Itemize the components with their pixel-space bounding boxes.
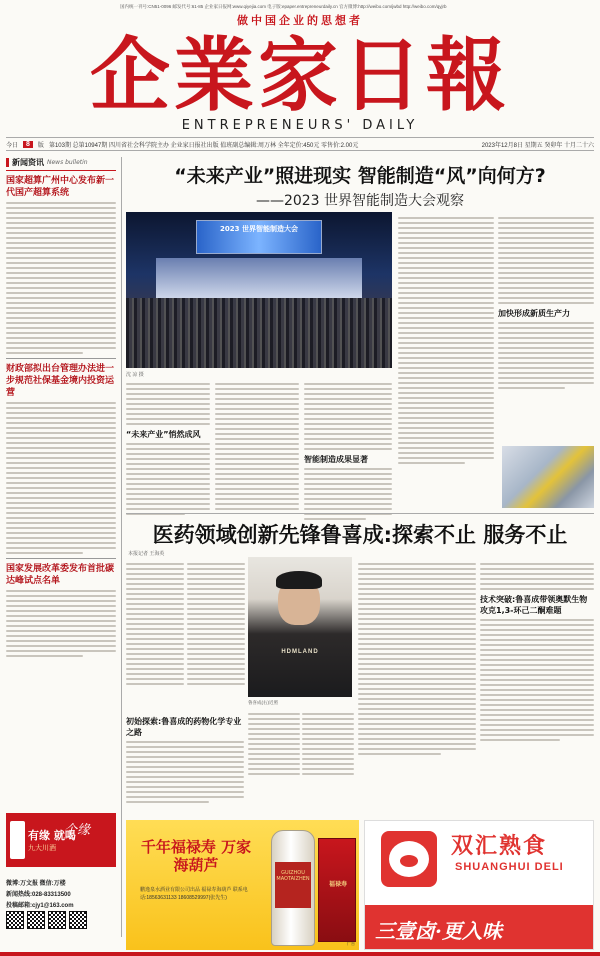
submission-email[interactable]: 投稿邮箱:cjy1@163.com xyxy=(6,903,74,909)
issue-info: 第103期 总第10947期 四川省社会科学院主办 企业家日报社出版 值班副总编辑:周万林 全年定价:450元 零售价:2.00元 xyxy=(48,142,359,149)
wine-ad-slogan: 千年福禄寿 万家海葫芦 xyxy=(140,838,252,874)
portrait-caption: 鲁喜成(右)近照 xyxy=(248,700,278,705)
article-body-text xyxy=(6,590,116,657)
shuanghui-title: 双汇熟食 xyxy=(451,834,548,859)
column-divider xyxy=(121,157,122,937)
conference-photo: 2023 世界智能制造大会 xyxy=(126,212,392,368)
qr-code-icon[interactable] xyxy=(6,911,24,929)
issue-date: 2023年12月8日 星期五 癸卯年 十月二十六 xyxy=(481,142,594,149)
wine-ad-contact: 鹏逸泉水酒业有限公司出品 福禄寿海葫芦 联系电话:18563631133 18608529997(张先生) xyxy=(140,887,248,901)
wine-ad[interactable] xyxy=(126,820,359,950)
main-headline[interactable]: “未来产业”照进现实 智能制造“风”向何方? xyxy=(174,165,546,187)
byline: 本报记者 王海英 xyxy=(128,551,165,557)
qr-code-icon[interactable] xyxy=(48,911,66,929)
bottom-rule xyxy=(0,952,600,956)
divider xyxy=(6,558,116,559)
hotline-phone: 新闻热线:028-83313500 xyxy=(6,892,71,898)
section-heading: 加快形成新质生产力 xyxy=(498,309,570,318)
article-body-text xyxy=(6,402,116,554)
article-column xyxy=(302,710,354,778)
robot-arm-photo xyxy=(502,446,594,508)
section-heading: “未来产业”悄然成风 xyxy=(126,430,201,439)
page-unit: 版 xyxy=(37,142,44,149)
article-column xyxy=(248,710,300,778)
shuanghui-banner: 三壹卤·更入味 xyxy=(365,905,594,950)
divider xyxy=(6,358,116,359)
today-label: 今日 xyxy=(6,142,19,149)
pig-logo-icon xyxy=(381,831,437,887)
section-heading: 技术突破:鲁喜成带领奥默生物攻克1,3-环己二酮难题 xyxy=(480,595,588,615)
page-count: 8 xyxy=(23,141,33,148)
second-headline[interactable]: 医药领域创新先锋鲁喜成:探索不止 服务不止 xyxy=(152,523,568,547)
article-column xyxy=(126,712,244,806)
sidebar-article-title[interactable]: 国家超算广州中心发布新一代国产超算系统 xyxy=(6,176,115,198)
main-subtitle: ——2023 世界智能制造大会观察 xyxy=(255,193,465,209)
ad-tag: 广告 xyxy=(347,941,355,946)
qr-code-icon[interactable] xyxy=(69,911,87,929)
hair xyxy=(276,571,322,589)
section-heading: 智能制造成果显著 xyxy=(304,455,368,464)
article-column xyxy=(187,560,245,688)
divider xyxy=(126,513,594,514)
slogan: 做中国企业的思想者 xyxy=(237,14,363,27)
issue-bar xyxy=(6,137,594,151)
article-column xyxy=(358,560,476,758)
qr-code-icon[interactable] xyxy=(27,911,45,929)
brand-logo-icon xyxy=(10,821,25,859)
portrait-photo: HDMLAND xyxy=(248,557,352,697)
shuanghui-ad[interactable] xyxy=(364,820,594,950)
sidebar-heading: 新闻资讯 News bulletin xyxy=(6,157,116,171)
top-info-line: 国内统一刊号:CN51-0096 邮发代号:61-85 企业家日报网:www.qiyejia.com 电子版:epaper.entrepreneurdaily.cn 官方微博:http://weibo.com/jwbd http://weibo.com/qyjrb xyxy=(120,4,447,9)
news-hotline: 微博:万文报 微信:万楼 xyxy=(6,881,66,887)
article-column xyxy=(498,214,594,392)
article-column xyxy=(304,380,392,523)
photo-credit: 沈 凉 摄 xyxy=(126,372,144,378)
liquor-ad[interactable]: 有缘 就喝 九大川酒 个缘 xyxy=(6,813,116,867)
section-heading: 初始探索:鲁喜成的药物化学专业之路 xyxy=(126,717,242,737)
section-marker-icon xyxy=(6,158,9,167)
contact-info xyxy=(6,878,116,933)
stage xyxy=(156,258,362,298)
article-body-text xyxy=(6,202,116,354)
article-column xyxy=(126,560,184,688)
article-column xyxy=(480,560,594,744)
bottle-label: GUIZHOU MAOTAIZHEN xyxy=(275,862,311,908)
masthead-title: 企業家日報 xyxy=(90,28,510,122)
sidebar-article-title[interactable]: 国家发展改革委发布首批碳达峰试点名单 xyxy=(6,564,115,586)
gift-box-icon: 福禄寿 xyxy=(318,838,356,942)
article-column xyxy=(126,380,210,518)
masthead-english: ENTREPRENEURS' DAILY xyxy=(181,118,419,133)
qr-codes xyxy=(6,911,116,931)
sidebar-article-title[interactable]: 财政部拟出台管理办法进一步规范社保基金境内投资运营 xyxy=(6,364,115,398)
shuanghui-english: SHUANGHUI DELI xyxy=(455,861,564,873)
audience xyxy=(126,298,392,368)
news-sidebar xyxy=(6,157,116,660)
article-column xyxy=(215,380,299,513)
article-column xyxy=(398,214,494,467)
